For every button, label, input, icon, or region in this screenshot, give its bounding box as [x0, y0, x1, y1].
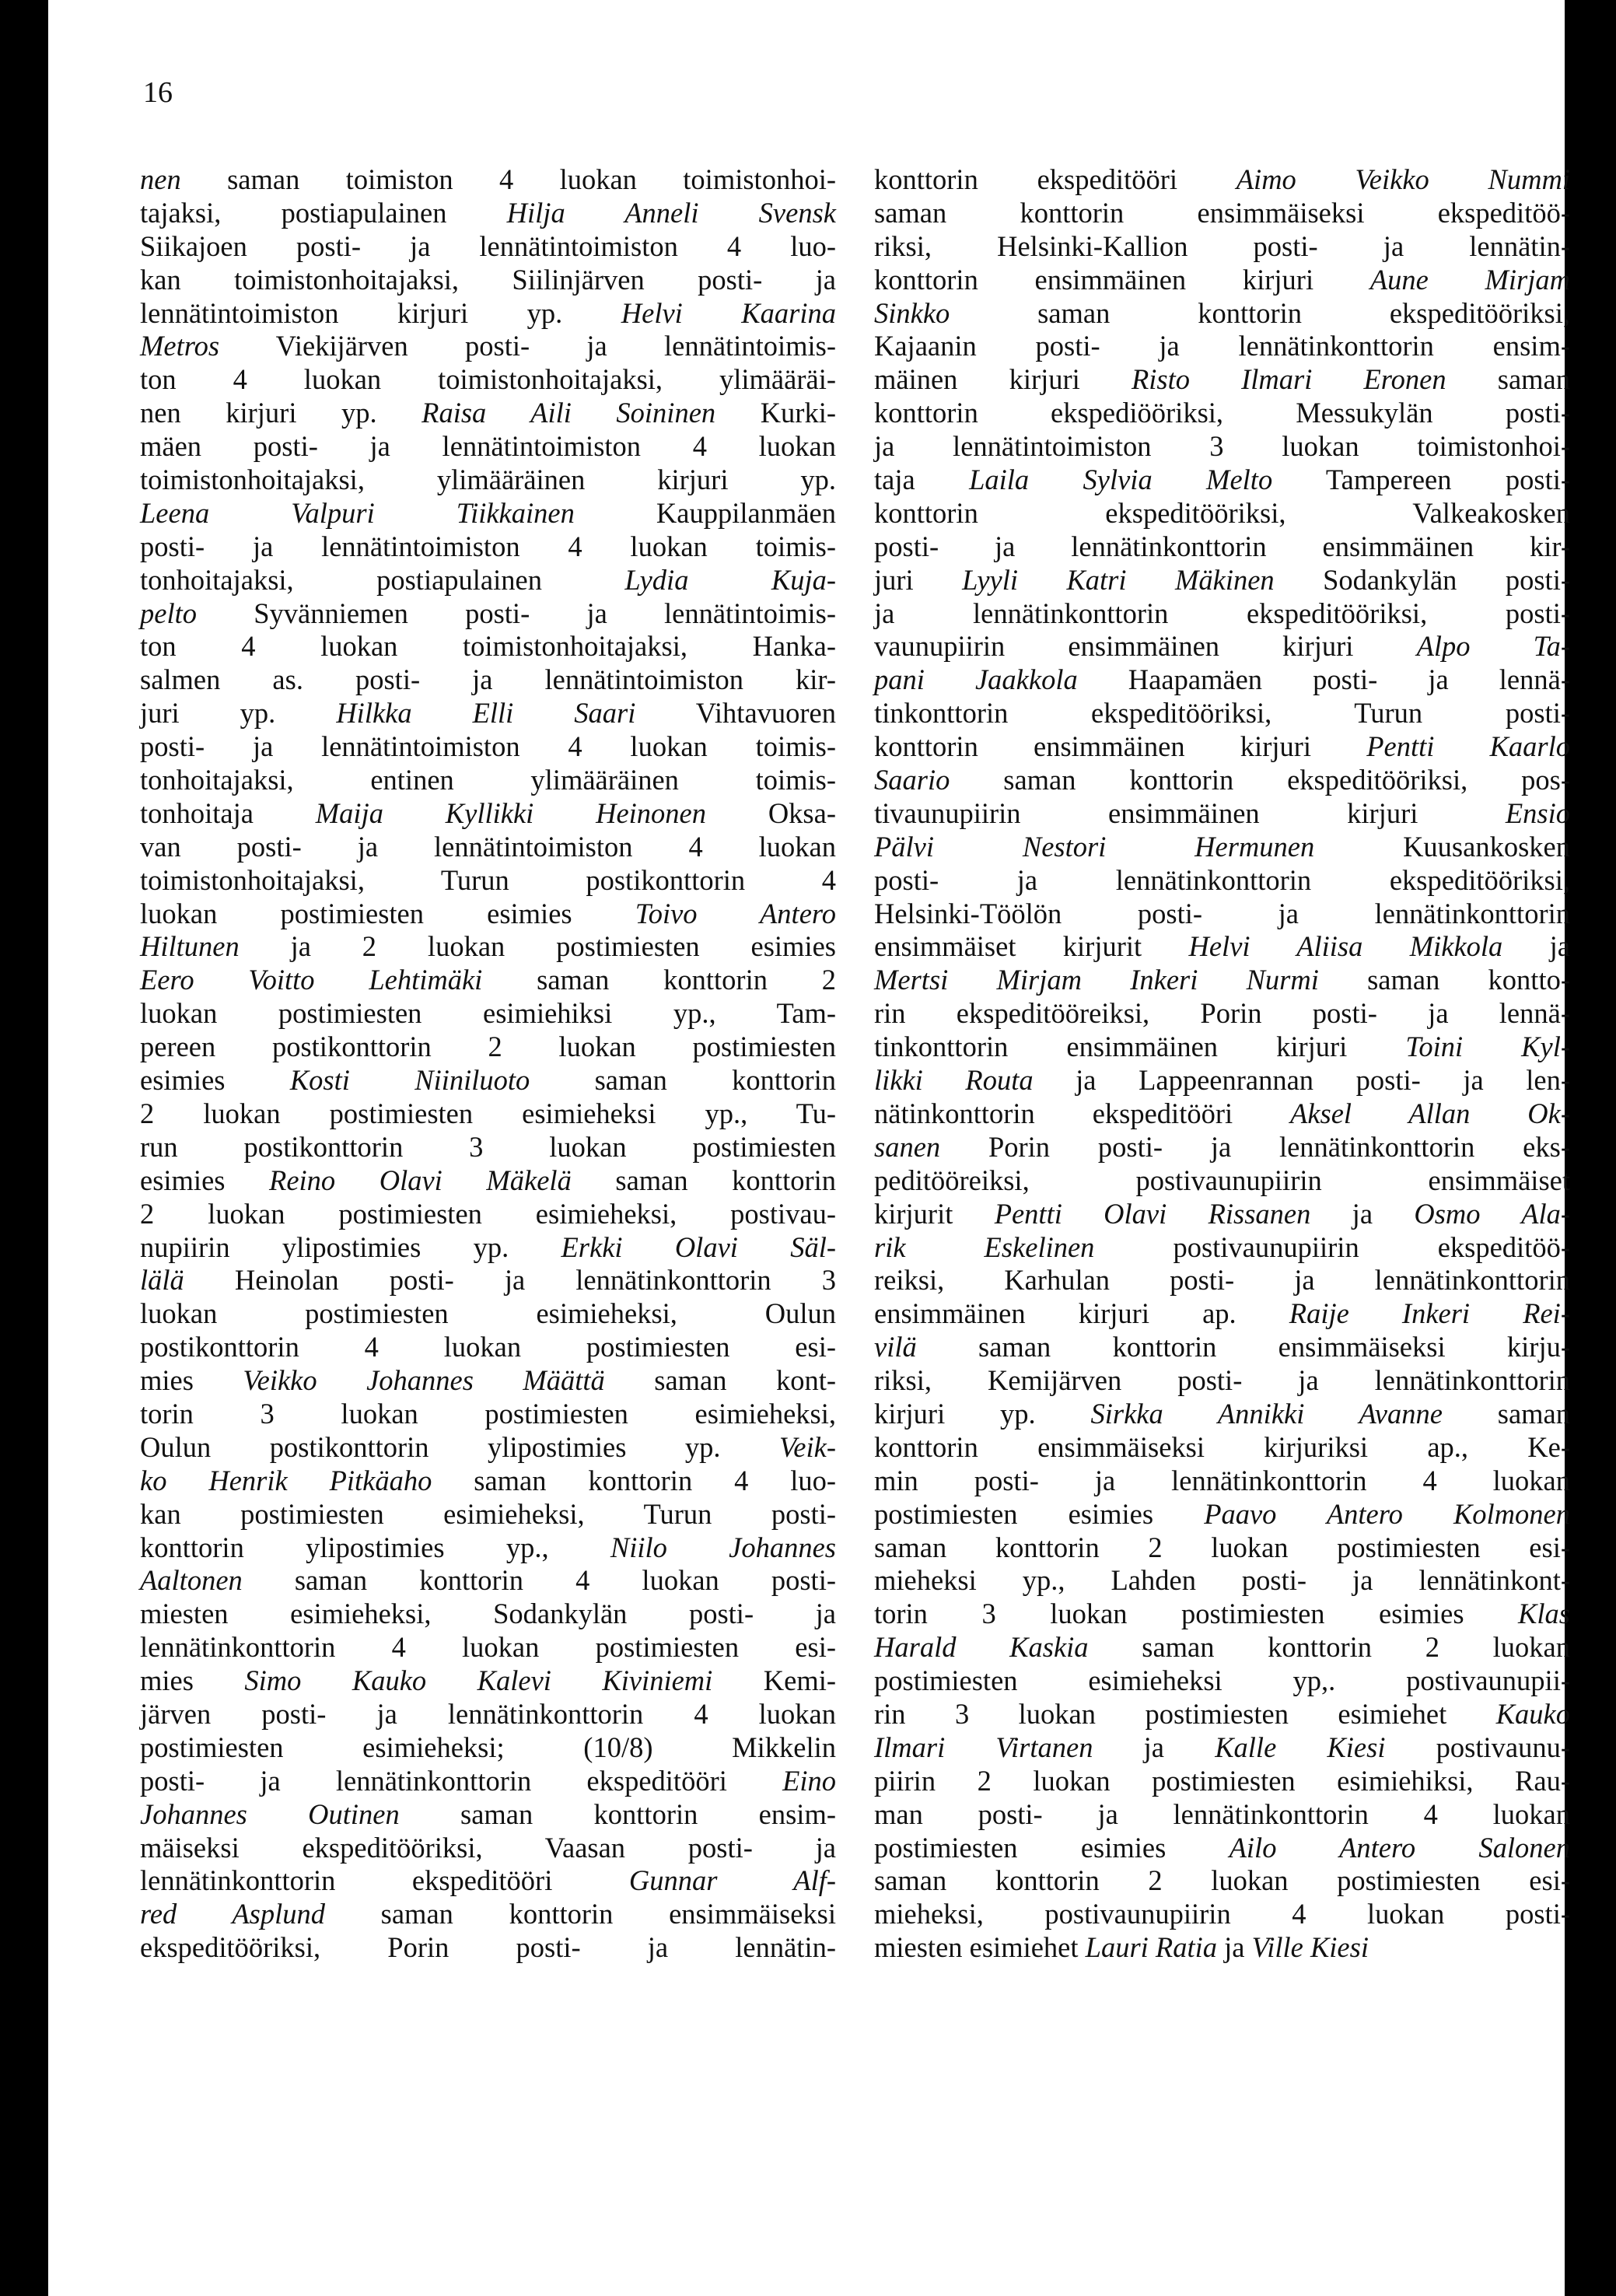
person-name: Ville Kiesi — [1251, 1931, 1369, 1964]
person-name: Leena Valpuri Tiikkainen — [140, 496, 575, 529]
text-run: mäinen kirjuri — [874, 363, 1132, 396]
text-run: toimistonhoitajaksi, Turun postikonttorin 4 — [140, 863, 836, 896]
text-run: man posti- ja lennätinkonttorin 4 luokan — [874, 1797, 1570, 1830]
text-line — [874, 764, 1570, 797]
text-line — [140, 831, 836, 864]
text-run: saman konttorin 2 luokan postimiesten esi- — [874, 1864, 1570, 1897]
text-line — [874, 1798, 1570, 1832]
text-line — [874, 1698, 1570, 1731]
text-line — [140, 997, 836, 1031]
text-line — [140, 1364, 836, 1398]
text-run: tonhoitajaksi, entinen ylimääräinen toimis- — [140, 764, 836, 796]
text-line — [874, 1864, 1570, 1898]
text-run: miesten esimieheksi, Sodankylän posti- ja — [140, 1598, 836, 1630]
person-name: Erkki Olavi Säl- — [561, 1230, 836, 1263]
text-run: Oksa- — [706, 796, 836, 829]
text-run: saman konttorin ensim- — [399, 1797, 836, 1830]
text-run: saman konttorin 2 luokan — [1088, 1631, 1570, 1664]
person-name: Veikko Johannes Määttä — [243, 1364, 605, 1397]
person-name: Reino Olavi Mäkelä — [269, 1164, 572, 1196]
text-run: min posti- ja lennätinkonttorin 4 luokan — [874, 1464, 1570, 1496]
text-run: Siikajoen posti- ja lennätintoimiston 4 luo- — [140, 229, 836, 262]
text-line — [874, 1398, 1570, 1431]
text-line — [140, 297, 836, 331]
text-line — [874, 163, 1570, 197]
text-run: piirin 2 luokan postimiesten esimiehiksi, Rau- — [874, 1764, 1570, 1797]
text-line — [140, 864, 836, 898]
person-name: Lauri Ratia — [1085, 1931, 1218, 1964]
text-run: postimiesten esimieheksi yp,. postivaunupii- — [874, 1664, 1570, 1697]
person-name: Ensio — [1505, 796, 1570, 829]
text-line — [874, 197, 1570, 230]
text-line — [140, 564, 836, 597]
text-run: saman toimiston 4 luokan toimistonhoi- — [180, 163, 836, 195]
text-line — [140, 1431, 836, 1465]
text-line — [874, 530, 1570, 564]
text-run: lennätinkonttorin 4 luokan postimiesten esi- — [140, 1631, 836, 1664]
text-run: Haapamäen posti- ja lennä- — [1077, 663, 1570, 696]
text-run: 2 luokan postimiesten esimieheksi, postivau- — [140, 1197, 836, 1230]
text-line — [140, 1331, 836, 1364]
text-run: ensimmäiset kirjurit — [874, 930, 1189, 963]
page-number: 16 — [143, 76, 173, 109]
person-name: Laila Sylvia Melto — [969, 464, 1273, 496]
text-run: rin ekspeditööreiksi, Porin posti- ja lennä- — [874, 997, 1570, 1030]
text-line — [140, 497, 836, 530]
text-line — [874, 630, 1570, 663]
person-name: Helvi Aliisa Mikkola — [1188, 930, 1503, 963]
text-run: miesten esimiehet — [874, 1931, 1086, 1964]
person-name: Veik- — [779, 1430, 836, 1463]
text-line — [140, 330, 836, 363]
person-name: Helvi Kaarina — [621, 296, 836, 329]
text-run: Viekijärven posti- ja lennätintoimis- — [219, 330, 836, 362]
text-run: saman konttorin — [530, 1064, 837, 1097]
person-name: Klas — [1518, 1598, 1570, 1630]
text-line — [874, 864, 1570, 898]
text-run: konttorin ekspediööriksi, Messukylän posti- — [874, 397, 1570, 429]
text-run: riksi, Kemijärven posti- ja lennätinkonttorin — [874, 1364, 1570, 1397]
text-run: rin 3 luokan postimiesten esimiehet — [874, 1697, 1496, 1730]
text-run: nupiirin ylipostimies yp. — [140, 1230, 561, 1263]
person-name: sanen — [874, 1130, 941, 1163]
text-line — [140, 597, 836, 631]
text-line — [140, 1398, 836, 1431]
person-name: Hilja Anneli Svensk — [506, 196, 836, 229]
text-run: nätinkonttorin ekspeditööri — [874, 1097, 1291, 1129]
text-run: saman konttorin — [571, 1164, 837, 1196]
text-run: vaunupiirin ensimmäinen kirjuri — [874, 630, 1417, 663]
person-name: Pälvi Nestori Hermunen — [874, 830, 1315, 863]
text-run: saman konttorin 2 luokan postimiesten esi- — [874, 1531, 1570, 1563]
text-line — [140, 1664, 836, 1698]
text-line — [140, 197, 836, 230]
text-run: Kurki- — [715, 397, 836, 429]
text-run: saman konttorin ensimmäiseksi — [324, 1898, 836, 1930]
person-name: Mertsi Mirjam Inkeri Nurmi — [874, 964, 1319, 996]
text-run: ja — [1217, 1931, 1252, 1964]
text-line — [874, 1031, 1570, 1064]
text-line — [874, 964, 1570, 997]
text-line — [140, 697, 836, 730]
person-name: Paavo Antero Kolmonen — [1204, 1497, 1570, 1530]
text-line — [874, 1131, 1570, 1164]
text-line — [140, 163, 836, 197]
text-line — [874, 697, 1570, 730]
text-line — [874, 1465, 1570, 1498]
text-line — [874, 1264, 1570, 1297]
text-line — [140, 1131, 836, 1164]
text-run: ensimmäinen kirjuri ap. — [874, 1297, 1289, 1330]
text-run: mäen posti- ja lennätintoimiston 4 luokan — [140, 430, 836, 463]
text-line — [874, 1898, 1570, 1931]
text-run: mies — [140, 1664, 245, 1697]
text-run: konttorin ensimmäinen kirjuri — [874, 730, 1367, 763]
text-run: ja — [1093, 1731, 1215, 1763]
text-run: postivaunu- — [1385, 1731, 1571, 1763]
text-line — [874, 1931, 1570, 1965]
text-run: saman konttorin 2 — [482, 964, 836, 996]
text-run: Kuusankosken — [1314, 830, 1570, 863]
text-run: peditööreiksi, postivaunupiirin ensimmäiset — [874, 1164, 1570, 1196]
text-run: saman konttorin ekspeditööriksi, — [950, 296, 1570, 329]
text-run: ton 4 luokan toimistonhoitajaksi, Hanka- — [140, 630, 836, 663]
text-run: saman konttorin ekspeditööriksi, pos- — [950, 764, 1570, 796]
text-line — [140, 1832, 836, 1865]
text-line — [140, 1531, 836, 1565]
text-run: mäiseksi ekspeditööriksi, Vaasan posti- ja — [140, 1831, 836, 1864]
text-run: tinkonttorin ensimmäinen kirjuri — [874, 1031, 1406, 1063]
text-line — [140, 1164, 836, 1198]
text-run: konttorin ensimmäinen kirjuri — [874, 263, 1370, 296]
text-run: torin 3 luokan postimiesten esimieheksi, — [140, 1397, 836, 1430]
text-line — [874, 397, 1570, 430]
text-run: ja lennätinkonttorin ekspeditööriksi, posti- — [874, 597, 1570, 629]
text-run: mieheksi yp., Lahden posti- ja lennätinkont- — [874, 1564, 1570, 1597]
text-line — [140, 230, 836, 264]
person-name: Aksel Allan Ok- — [1290, 1097, 1570, 1129]
person-name: Toivo Antero — [635, 897, 837, 929]
text-line — [874, 663, 1570, 697]
text-line — [140, 1598, 836, 1631]
text-run: tinkonttorin ekspeditööriksi, Turun posti- — [874, 697, 1570, 730]
text-line — [874, 1297, 1570, 1331]
text-line — [140, 1931, 836, 1965]
person-name: Simo Kauko Kalevi Kiviniemi — [244, 1664, 713, 1697]
person-name: Toini Kyl- — [1405, 1031, 1570, 1063]
text-line — [140, 797, 836, 831]
person-name: Raisa Aili Soininen — [421, 397, 716, 429]
text-line — [874, 730, 1570, 764]
text-run: luokan postimiesten esimies — [140, 897, 635, 929]
text-run: salmen as. posti- ja lennätintoimiston kir- — [140, 663, 836, 696]
text-line — [874, 831, 1570, 864]
text-run: konttorin ylipostimies yp., — [140, 1531, 610, 1563]
person-name: Johannes Outinen — [140, 1797, 400, 1830]
text-run: Tampereen posti- — [1272, 464, 1571, 496]
text-line — [140, 1297, 836, 1331]
left-column — [140, 163, 836, 1965]
person-name: Osmo Ala- — [1414, 1197, 1571, 1230]
text-run: esimies — [140, 1164, 270, 1196]
text-line — [874, 997, 1570, 1031]
person-name: Niilo Johannes — [610, 1531, 836, 1563]
text-line — [140, 264, 836, 297]
text-run: nen kirjuri yp. — [140, 397, 422, 429]
document-page — [48, 0, 1571, 2296]
person-name: Sirkka Annikki Avanne — [1090, 1397, 1443, 1430]
person-name: Kauko — [1495, 1697, 1570, 1730]
text-line — [874, 1765, 1570, 1798]
text-run: posti- ja lennätintoimiston 4 luokan toimis- — [140, 530, 836, 562]
text-line — [874, 464, 1570, 497]
text-line — [874, 430, 1570, 464]
text-line — [874, 264, 1570, 297]
person-name: vilä — [874, 1331, 917, 1363]
person-name: Harald Kaskia — [874, 1631, 1089, 1664]
text-run: juri yp. — [140, 697, 337, 730]
person-name: Eero Voitto Lehtimäki — [140, 964, 483, 996]
person-name: Pentti Olavi Rissanen — [994, 1197, 1311, 1230]
text-line — [140, 1698, 836, 1731]
person-name: Aimo Veikko Nummi — [1236, 163, 1570, 195]
text-line — [140, 964, 836, 997]
text-run: postikonttorin 4 luokan postimiesten esi- — [140, 1331, 836, 1363]
person-name: lälä — [140, 1264, 184, 1297]
text-line — [140, 397, 836, 430]
person-name: pelto — [140, 597, 197, 629]
text-run: Helsinki-Töölön posti- ja lennätinkonttorin — [874, 897, 1570, 929]
text-run: lennätintoimiston kirjuri yp. — [140, 296, 621, 329]
text-run: Heinolan posti- ja lennätinkonttorin 3 — [184, 1264, 836, 1297]
text-line — [140, 1765, 836, 1798]
text-run: saman kontto- — [1318, 964, 1570, 996]
person-name: Metros — [140, 330, 220, 362]
person-name: red Asplund — [140, 1898, 325, 1930]
text-line — [140, 663, 836, 697]
text-run: postivaunupiirin ekspeditöö- — [1094, 1230, 1570, 1263]
person-name: Hiltunen — [140, 930, 240, 963]
text-run: kan postimiesten esimieheksi, Turun posti- — [140, 1497, 836, 1530]
text-run: ja 2 luokan postimiesten esimies — [239, 930, 836, 963]
text-run: saman — [1442, 1397, 1571, 1430]
person-name: rik Eskelinen — [874, 1230, 1095, 1263]
text-line — [140, 430, 836, 464]
text-run: konttorin ekspeditööri — [874, 163, 1236, 195]
person-name: Lydia Kuja- — [624, 563, 836, 596]
text-line — [874, 1564, 1570, 1598]
text-run: tivaunupiirin ensimmäinen kirjuri — [874, 796, 1506, 829]
person-name: Saario — [874, 764, 950, 796]
text-run: järven posti- ja lennätinkonttorin 4 luokan — [140, 1697, 836, 1730]
text-run: saman konttorin ensimmäiseksi ekspeditöö- — [874, 196, 1570, 229]
text-line — [140, 1898, 836, 1931]
text-line — [874, 1731, 1570, 1765]
text-line — [874, 1331, 1570, 1364]
text-run: Vihtavuoren — [635, 697, 836, 730]
text-line — [874, 1164, 1570, 1198]
person-name: Eino — [782, 1764, 836, 1797]
text-run: saman konttorin 4 luokan posti- — [242, 1564, 836, 1597]
text-line — [140, 1798, 836, 1832]
text-line — [874, 1531, 1570, 1565]
text-line — [874, 1097, 1570, 1131]
text-run: toimistonhoitajaksi, ylimääräinen kirjuri yp. — [140, 464, 836, 496]
text-run: run postikonttorin 3 luokan postimiesten — [140, 1130, 836, 1163]
text-run: Oulun postikonttorin ylipostimies yp. — [140, 1430, 780, 1463]
text-run: konttorin ekspeditööriksi, Valkeakosken — [874, 496, 1570, 529]
text-run: posti- ja lennätinkonttorin ekspeditööri — [140, 1764, 783, 1797]
text-line — [140, 1031, 836, 1064]
text-line — [140, 930, 836, 964]
right-column — [874, 163, 1570, 1965]
text-run: saman kont- — [604, 1364, 836, 1397]
person-name: Kalle Kiesi — [1215, 1731, 1386, 1763]
text-run: ekspeditööriksi, Porin posti- ja lennätin- — [140, 1931, 836, 1964]
text-line — [140, 1231, 836, 1265]
person-name: Aaltonen — [140, 1564, 243, 1597]
text-run: luokan postimiesten esimiehiksi yp., Tam- — [140, 997, 836, 1030]
person-name: Hilkka Elli Saari — [336, 697, 636, 730]
text-run: taja — [874, 464, 970, 496]
person-name: Gunnar Alf- — [628, 1864, 837, 1897]
text-run: Kajaanin posti- ja lennätinkonttorin ensim- — [874, 330, 1570, 362]
text-run: 2 luokan postimiesten esimieheksi yp., Tu- — [140, 1097, 836, 1129]
text-run: konttorin ensimmäiseksi kirjuriksi ap., Ke- — [874, 1430, 1570, 1463]
text-line — [140, 1198, 836, 1231]
text-run: ton 4 luokan toimistonhoitajaksi, ylimääräi- — [140, 363, 836, 396]
text-line — [874, 1364, 1570, 1398]
text-line — [140, 1731, 836, 1765]
text-run: tonhoitaja — [140, 796, 316, 829]
text-line — [140, 1564, 836, 1598]
text-line — [874, 1231, 1570, 1265]
text-line — [874, 930, 1570, 964]
text-run: postimiesten esimieheksi; (10/8) Mikkelin — [140, 1731, 836, 1763]
text-run: Kemi- — [712, 1664, 837, 1697]
person-name: Lyyli Katri Mäkinen — [962, 563, 1275, 596]
text-run: saman — [1446, 363, 1570, 396]
person-name: ko Henrik Pitkäaho — [140, 1464, 432, 1496]
person-name: Maija Kyllikki Heinonen — [315, 796, 707, 829]
text-line — [140, 630, 836, 663]
text-line — [140, 1864, 836, 1898]
text-line — [140, 464, 836, 497]
text-run: pereen postikonttorin 2 luokan postimiesten — [140, 1031, 836, 1063]
text-run: riksi, Helsinki-Kallion posti- ja lennätin- — [874, 229, 1570, 262]
text-run: saman konttorin ensimmäiseksi kirju- — [916, 1331, 1570, 1363]
person-name: nen — [140, 163, 181, 195]
text-run: posti- ja lennätinkonttorin ensimmäinen kir- — [874, 530, 1570, 562]
text-run: tajaksi, postiapulainen — [140, 196, 507, 229]
text-line — [874, 297, 1570, 331]
text-run: postimiesten esimies — [874, 1497, 1205, 1530]
text-line — [140, 530, 836, 564]
text-line — [140, 898, 836, 931]
text-run: tonhoitajaksi, postiapulainen — [140, 563, 625, 596]
text-run: luokan postimiesten esimieheksi, Oulun — [140, 1297, 836, 1330]
text-run: mieheksi, postivaunupiirin 4 luokan posti- — [874, 1898, 1570, 1930]
text-line — [874, 797, 1570, 831]
text-line — [874, 1064, 1570, 1097]
text-run: Syvänniemen posti- ja lennätintoimis- — [196, 597, 836, 629]
text-run: reiksi, Karhulan posti- ja lennätinkonttorin — [874, 1264, 1570, 1297]
text-run: mies — [140, 1364, 243, 1397]
person-name: Raije Inkeri Rei- — [1289, 1297, 1570, 1330]
person-name: Pentti Kaarlo — [1366, 730, 1571, 763]
text-line — [874, 1832, 1570, 1865]
text-line — [140, 1498, 836, 1531]
person-name: Aune Mirjam — [1369, 263, 1570, 296]
text-line — [140, 1064, 836, 1097]
text-line — [874, 1198, 1570, 1231]
text-line — [874, 330, 1570, 363]
text-run: postimiesten esimies — [874, 1831, 1229, 1864]
text-run: van posti- ja lennätintoimiston 4 luokan — [140, 830, 836, 863]
text-line — [140, 1465, 836, 1498]
person-name: Ilmari Virtanen — [874, 1731, 1093, 1763]
text-run: posti- ja lennätinkonttorin ekspeditööriksi, — [874, 863, 1570, 896]
text-line — [140, 1097, 836, 1131]
text-line — [874, 1631, 1570, 1664]
text-line — [140, 1264, 836, 1297]
text-run: ja lennätintoimiston 3 luokan toimistonhoi- — [874, 430, 1570, 463]
text-run: esimies — [140, 1064, 290, 1097]
text-line — [874, 564, 1570, 597]
text-run: ja — [1502, 930, 1570, 963]
text-run: kirjurit — [874, 1197, 995, 1230]
text-run: kirjuri yp. — [874, 1397, 1091, 1430]
text-run: torin 3 luokan postimiesten esimies — [874, 1598, 1519, 1630]
text-run: ja Lappeenrannan posti- ja len- — [1033, 1064, 1570, 1097]
text-run: posti- ja lennätintoimiston 4 luokan toimis- — [140, 730, 836, 763]
person-name: Kosti Niiniluoto — [289, 1064, 530, 1097]
person-name: Ailo Antero Salonen — [1229, 1831, 1570, 1864]
text-line — [874, 1498, 1570, 1531]
text-line — [874, 230, 1570, 264]
person-name: likki Routa — [874, 1064, 1034, 1097]
text-line — [140, 730, 836, 764]
text-line — [874, 597, 1570, 631]
text-run: lennätinkonttorin ekspeditööri — [140, 1864, 629, 1897]
text-line — [874, 363, 1570, 397]
text-line — [140, 1631, 836, 1664]
person-name: Sinkko — [874, 296, 950, 329]
text-line — [874, 497, 1570, 530]
text-line — [874, 1598, 1570, 1631]
text-line — [140, 363, 836, 397]
text-run: juri — [874, 563, 963, 596]
text-run: ja — [1310, 1197, 1415, 1230]
text-run: saman konttorin 4 luo- — [432, 1464, 836, 1496]
text-line — [140, 764, 836, 797]
text-run: Kauppilanmäen — [574, 496, 836, 529]
text-run: Sodankylän posti- — [1274, 563, 1570, 596]
text-line — [874, 1431, 1570, 1465]
text-run: Porin posti- ja lennätinkonttorin eks- — [940, 1130, 1570, 1163]
text-run: kan toimistonhoitajaksi, Siilinjärven posti- ja — [140, 263, 836, 296]
text-line — [874, 898, 1570, 931]
person-name: Risto Ilmari Eronen — [1131, 363, 1446, 396]
person-name: pani Jaakkola — [874, 663, 1078, 696]
person-name: Alpo Ta- — [1416, 630, 1570, 663]
text-line — [874, 1664, 1570, 1698]
